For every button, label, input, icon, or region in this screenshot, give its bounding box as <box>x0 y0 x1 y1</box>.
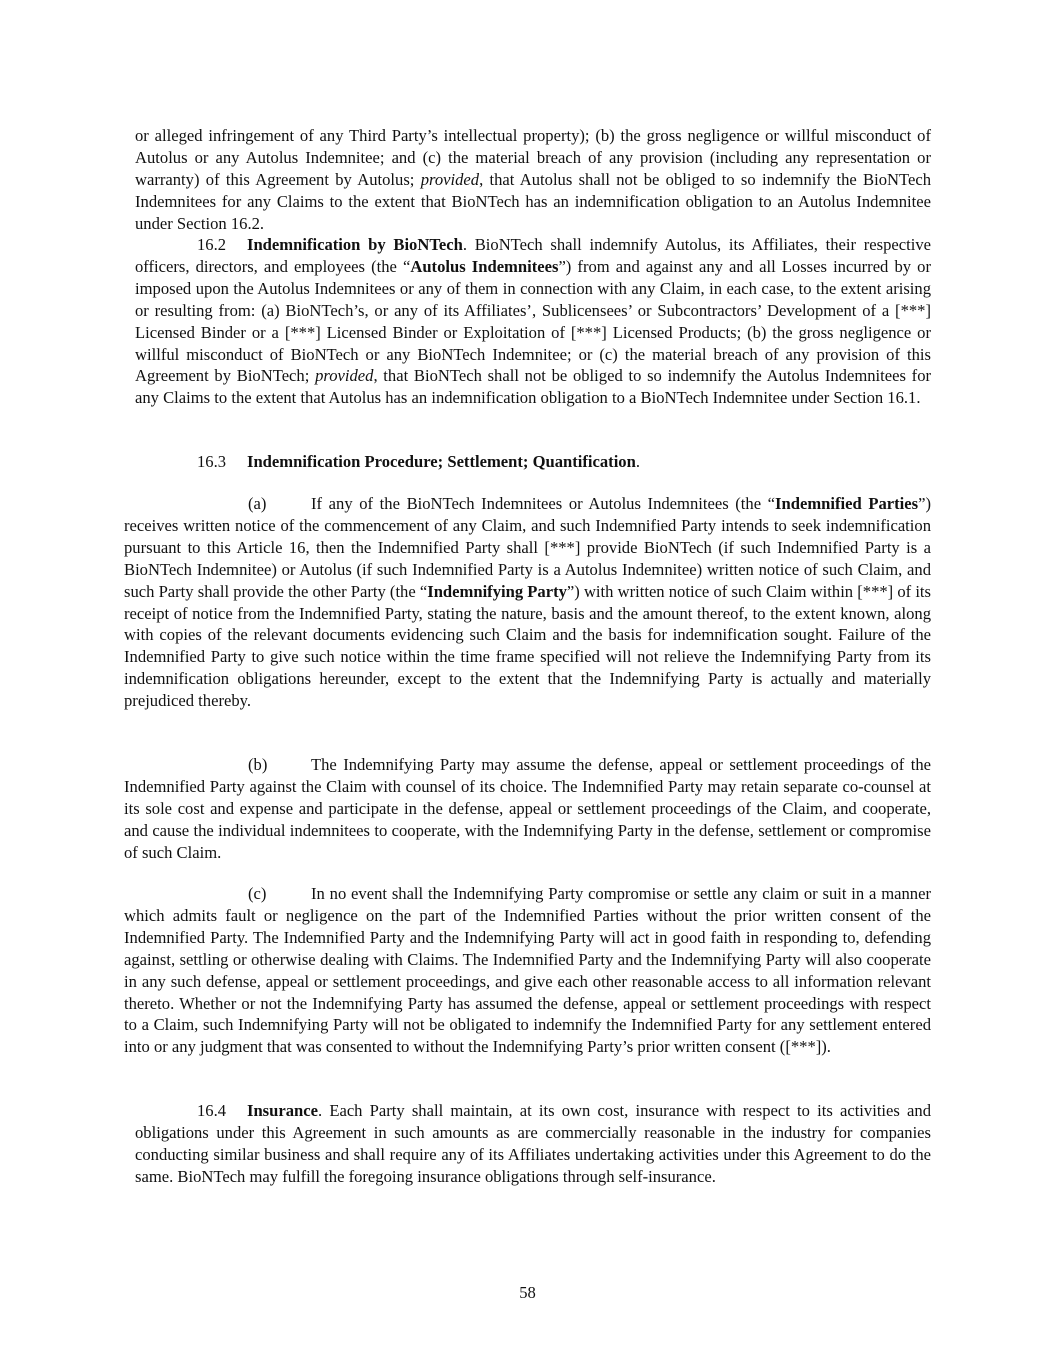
section-16-3-heading: 16.3 Indemnification Procedure; Settlement; Quantification. <box>197 452 640 471</box>
page-number: 58 <box>519 1283 536 1302</box>
subsection-label: (b) <box>248 755 268 774</box>
section-number: 16.3 <box>197 452 227 471</box>
section-16-4: 16.4 Insurance. Each Party shall maintain, at its own cost, insurance with respect to its activities and obligations under this Agreement in such amounts as are commercially reasonable in the industry for companies conducting similar business and shall require any of its Affiliates undertaking activities under this Agreement to do the same. BioNTech may fulfill the foregoing insurance obligations through self-insurance. <box>135 1101 931 1186</box>
section-heading: Insurance <box>247 1101 318 1120</box>
paragraph-16-1-continued: or alleged infringement of any Third Party’s intellectual property); (b) the gross negligence or willful misconduct of Autolus or any Autolus Indemnitee; and (c) the material breach of any provision (including any representation or warranty) of this Agreement by Autolus; provided, that Autolus shall not be obliged to so indemnify the BioNTech Indemnitees for any Claims to the extent that BioNTech has an indemnification obligation to an Autolus Indemnitee under Section 16.2. <box>135 126 932 233</box>
section-16-2: 16.2 Indemnification by BioNTech. BioNTech shall indemnify Autolus, its Affiliates, their respective officers, directors, and employees (the “Autolus Indemnitees”) from and against any and all Losses incurred by or imposed upon the Autolus Indemnitees or any of them in connection with any Claim, in each case, to the extent arising or resulting from: (a) BioNTech’s, or any of its Affiliates’, Sublicensees’ or Subcontractors’ Development of a [***] Licensed Binder or a [***] Licensed Binder or Exploitation of [***] Licensed Products; (b) the gross negligence or willful misconduct of BioNTech or any BioNTech Indemnitee; or (c) the material breach of any provision of this Agreement by BioNTech; provided, that BioNTech shall not be obliged to so indemnify the Autolus Indemnitees for any Claims to the extent that Autolus has an indemnification obligation to a BioNTech Indemnitee under Section 16.1. <box>135 235 932 408</box>
section-number: 16.2 <box>197 235 227 254</box>
defined-term: Indemnifying Party <box>427 581 567 601</box>
defined-term: Indemnified Parties <box>775 494 919 513</box>
section-heading: Indemnification Procedure; Settlement; Quantification <box>247 452 636 471</box>
subsection-label: (a) <box>248 494 267 513</box>
subsection-16-3-b: (b) The Indemnifying Party may assume the defense, appeal or settlement proceedings of the Indemnified Party against the Claim with counsel of its choice. The Indemnified Party may retain separate co-counsel at its sole cost and expense and participate in the defense, appeal or settlement proceedings of the Claim, and cooperate, and cause the individual indemnitees to cooperate, with the Indemnifying Party in the defense, settlement or compromise of such Claim. <box>124 755 931 862</box>
subsection-16-3-c: (c) In no event shall the Indemnifying Party compromise or settle any claim or suit in a manner which admits fault or negligence on the part of the Indemnified Parties without the prior written consent of the Indemnified Party. The Indemnified Party and the Indemnifying Party will act in good faith in responding to, defending against, settling or otherwise dealing with Claims. The Indemnified Party and the Indemnifying Party will also cooperate in any such defense, appeal or settlement proceedings, and give each other reasonable access to all information relevant thereto. Whether or not the Indemnifying Party has assumed the defense, appeal or settlement proceedings with respect to a Claim, such Indemnifying Party will not be obligated to indemnify the Indemnified Party for any settlement entered into or any judgment that was consented to without the Indemnifying Party’s prior written consent ([***]). <box>124 884 931 1057</box>
section-heading: Indemnification by BioNTech <box>247 235 463 254</box>
subsection-label: (c) <box>248 884 267 903</box>
defined-term: Autolus Indemnitees <box>410 256 559 276</box>
section-number: 16.4 <box>197 1101 227 1120</box>
subsection-16-3-a: (a) If any of the BioNTech Indemnitees or Autolus Indemnitees (the “Indemnified Parties”) receives written notice of the commencement of any Claim, and such Indemnified Party intends to seek indemnification pursuant to this Article 16, then the Indemnified Party shall [***] provide BioNTech (if such Indemnified Party is a BioNTech Indemnitee) or Autolus (if such Indemnified Party is a Autolus Indemnitee) written notice of such Claim, and such Party shall provide the other Party (the “Indemnifying Party”) with written notice of such Claim within [***] of its receipt of notice from the Indemnified Party, stating the nature, basis and the amount thereof, to the extent known, along with copies of the relevant documents evidencing such Claim and the basis for indemnification sought. Failure of the Indemnified Party to give such notice within the time frame specified will not relieve the Indemnifying Party from its indemnification obligations hereunder, except to the extent that the Indemnifying Party is actually and materially prejudiced thereby. <box>124 494 931 711</box>
